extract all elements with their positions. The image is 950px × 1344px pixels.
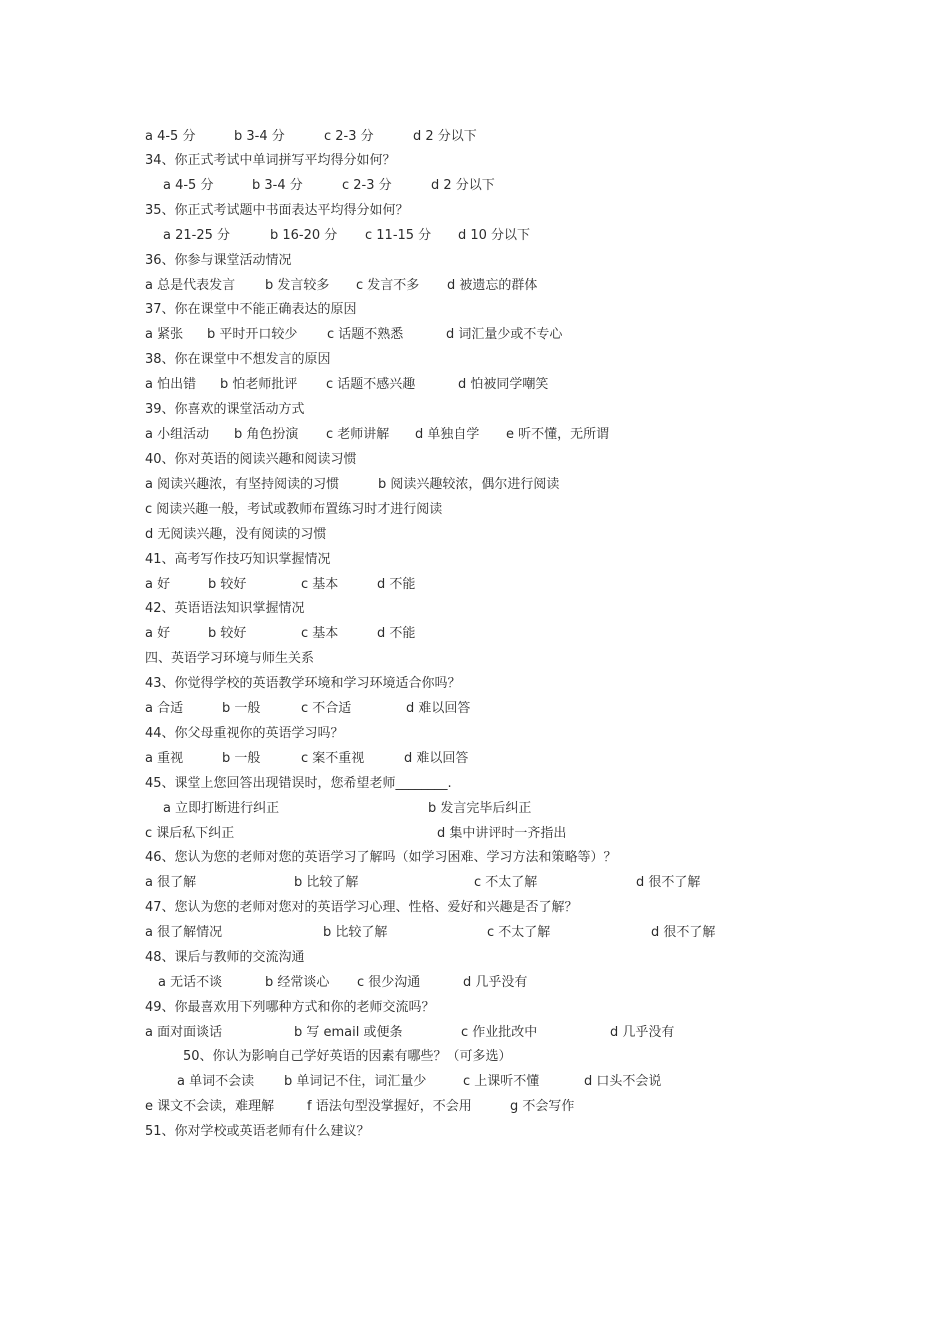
options-line bbox=[145, 474, 845, 496]
option-a: a 很了解 bbox=[145, 875, 197, 890]
option-d: d 难以回答 bbox=[406, 701, 471, 716]
option-d: d 很不了解 bbox=[651, 925, 716, 940]
option-g: g 不会写作 bbox=[510, 1099, 575, 1114]
option-c: c 课后私下纠正 bbox=[145, 826, 235, 841]
option-a: a 无话不谈 bbox=[158, 975, 223, 990]
options-line bbox=[145, 698, 845, 720]
option-c: c 作业批改中 bbox=[461, 1025, 538, 1040]
option-a: a 好 bbox=[145, 626, 171, 641]
option-d: d 口头不会说 bbox=[584, 1074, 662, 1089]
options-line bbox=[145, 872, 845, 894]
option-a: a 紧张 bbox=[145, 327, 184, 342]
option-d: d 单独自学 bbox=[415, 427, 480, 442]
option-c: c 案不重视 bbox=[301, 751, 365, 766]
options-line bbox=[145, 275, 845, 297]
question-47: 47、您认为您的老师对您对的英语学习心理、性格、爱好和兴趣是否了解？ bbox=[145, 900, 578, 915]
option-d: d 很不了解 bbox=[636, 875, 701, 890]
option-c: c 话题不熟悉 bbox=[327, 327, 404, 342]
options-line bbox=[145, 1022, 845, 1044]
option-d: d 不能 bbox=[377, 626, 416, 641]
question-48: 48、课后与教师的交流沟通 bbox=[145, 950, 305, 965]
option-a: a 总是代表发言 bbox=[145, 278, 236, 293]
option-d: d 几乎没有 bbox=[463, 975, 528, 990]
option-f: f 语法句型没掌握好，不会用 bbox=[307, 1099, 472, 1114]
question-46: 46、您认为您的老师对您的英语学习了解吗（如学习困难、学习方法和策略等）？ bbox=[145, 850, 617, 865]
option-b: b 发言较多 bbox=[265, 278, 330, 293]
options-line bbox=[145, 748, 845, 770]
question-50: 50、你认为影响自己学好英语的因素有哪些？（可多选） bbox=[183, 1049, 512, 1064]
question-42: 42、英语语法知识掌握情况 bbox=[145, 601, 305, 616]
option-e: e 课文不会读，难理解 bbox=[145, 1099, 275, 1114]
option-a: a 怕出错 bbox=[145, 377, 197, 392]
options-line bbox=[145, 623, 845, 645]
question-34: 34、你正式考试中单词拼写平均得分如何？ bbox=[145, 153, 396, 168]
option-c: c 2-3 分 bbox=[342, 178, 392, 193]
option-d: d 集中讲评时一齐指出 bbox=[437, 826, 567, 841]
option-c-line: c 阅读兴趣一般，考试或教师布置练习时才进行阅读 bbox=[145, 502, 443, 517]
question-50-row bbox=[145, 1046, 845, 1068]
option-a: a 重视 bbox=[145, 751, 184, 766]
option-c: c 11-15 分 bbox=[365, 228, 432, 243]
option-c: c 2-3 分 bbox=[324, 129, 374, 144]
option-a: a 很了解情况 bbox=[145, 925, 223, 940]
question-36: 36、你参与课堂活动情况 bbox=[145, 253, 292, 268]
option-b: b 阅读兴趣较浓，偶尔进行阅读 bbox=[378, 477, 560, 492]
option-a: a 4-5 分 bbox=[145, 129, 196, 144]
option-b: b 一般 bbox=[222, 701, 261, 716]
option-d: d 10 分以下 bbox=[458, 228, 531, 243]
option-c: c 基本 bbox=[301, 577, 339, 592]
options-line bbox=[145, 1071, 845, 1093]
option-d: d 2 分以下 bbox=[431, 178, 495, 193]
option-b: b 平时开口较少 bbox=[207, 327, 298, 342]
option-b: b 3-4 分 bbox=[252, 178, 303, 193]
option-d: d 被遗忘的群体 bbox=[447, 278, 538, 293]
question-51: 51、你对学校或英语老师有什么建议？ bbox=[145, 1124, 370, 1139]
option-a: a 合适 bbox=[145, 701, 184, 716]
options-line bbox=[145, 823, 845, 845]
option-b: b 比较了解 bbox=[323, 925, 388, 940]
option-b: b 怕老师批评 bbox=[220, 377, 298, 392]
option-d: d 怕被同学嘲笑 bbox=[458, 377, 549, 392]
section-heading-4: 四、英语学习环境与师生关系 bbox=[145, 651, 315, 666]
options-line bbox=[145, 175, 845, 197]
option-c: c 不合适 bbox=[301, 701, 352, 716]
option-e: e 听不懂，无所谓 bbox=[506, 427, 610, 442]
option-d: d 难以回答 bbox=[404, 751, 469, 766]
option-c: c 老师讲解 bbox=[326, 427, 390, 442]
option-b: b 3-4 分 bbox=[234, 129, 285, 144]
question-41: 41、高考写作技巧知识掌握情况 bbox=[145, 552, 331, 567]
options-line bbox=[145, 126, 845, 148]
option-b: b 写 email 或便条 bbox=[294, 1025, 403, 1040]
options-line bbox=[145, 374, 845, 396]
option-c: c 很少沟通 bbox=[357, 975, 421, 990]
option-c: c 发言不多 bbox=[356, 278, 420, 293]
option-d: d 不能 bbox=[377, 577, 416, 592]
option-d: d 几乎没有 bbox=[610, 1025, 675, 1040]
option-d: d 2 分以下 bbox=[413, 129, 477, 144]
question-44: 44、你父母重视你的英语学习吗？ bbox=[145, 726, 344, 741]
option-a: a 4-5 分 bbox=[163, 178, 214, 193]
options-line bbox=[145, 1096, 845, 1118]
option-c: c 不太了解 bbox=[474, 875, 538, 890]
option-a: a 单词不会读 bbox=[177, 1074, 255, 1089]
question-38: 38、你在课堂中不想发言的原因 bbox=[145, 352, 331, 367]
options-line bbox=[145, 798, 845, 820]
question-39: 39、你喜欢的课堂活动方式 bbox=[145, 402, 305, 417]
option-d-line: d 无阅读兴趣，没有阅读的习惯 bbox=[145, 527, 327, 542]
option-d: d 词汇量少或不专心 bbox=[446, 327, 563, 342]
options-line bbox=[145, 424, 845, 446]
option-a: a 面对面谈话 bbox=[145, 1025, 223, 1040]
option-b: b 比较了解 bbox=[294, 875, 359, 890]
option-a: a 阅读兴趣浓，有坚持阅读的习惯 bbox=[145, 477, 340, 492]
question-49: 49、你最喜欢用下列哪种方式和你的老师交流吗？ bbox=[145, 1000, 435, 1015]
option-a: a 立即打断进行纠正 bbox=[163, 801, 280, 816]
option-b: b 较好 bbox=[208, 577, 247, 592]
option-b: b 单词记不住，词汇量少 bbox=[284, 1074, 427, 1089]
options-line bbox=[145, 922, 845, 944]
option-b: b 较好 bbox=[208, 626, 247, 641]
option-a: a 小组活动 bbox=[145, 427, 210, 442]
option-c: c 上课听不懂 bbox=[463, 1074, 540, 1089]
options-line bbox=[145, 324, 845, 346]
option-a: a 21-25 分 bbox=[163, 228, 231, 243]
option-b: b 发言完毕后纠正 bbox=[428, 801, 532, 816]
options-line bbox=[145, 972, 845, 994]
option-b: b 经常谈心 bbox=[265, 975, 330, 990]
option-b: b 角色扮演 bbox=[234, 427, 299, 442]
option-b: b 一般 bbox=[222, 751, 261, 766]
question-43: 43、你觉得学校的英语教学环境和学习环境适合你吗？ bbox=[145, 676, 461, 691]
question-45: 45、课堂上您回答出现错误时，您希望老师________. bbox=[145, 776, 452, 791]
question-40: 40、你对英语的阅读兴趣和阅读习惯 bbox=[145, 452, 357, 467]
option-c: c 基本 bbox=[301, 626, 339, 641]
question-35: 35、你正式考试题中书面表达平均得分如何？ bbox=[145, 203, 409, 218]
options-line bbox=[145, 574, 845, 596]
option-a: a 好 bbox=[145, 577, 171, 592]
option-c: c 不太了解 bbox=[487, 925, 551, 940]
options-line bbox=[145, 225, 845, 247]
question-37: 37、你在课堂中不能正确表达的原因 bbox=[145, 302, 357, 317]
option-c: c 话题不感兴趣 bbox=[326, 377, 416, 392]
option-b: b 16-20 分 bbox=[270, 228, 338, 243]
